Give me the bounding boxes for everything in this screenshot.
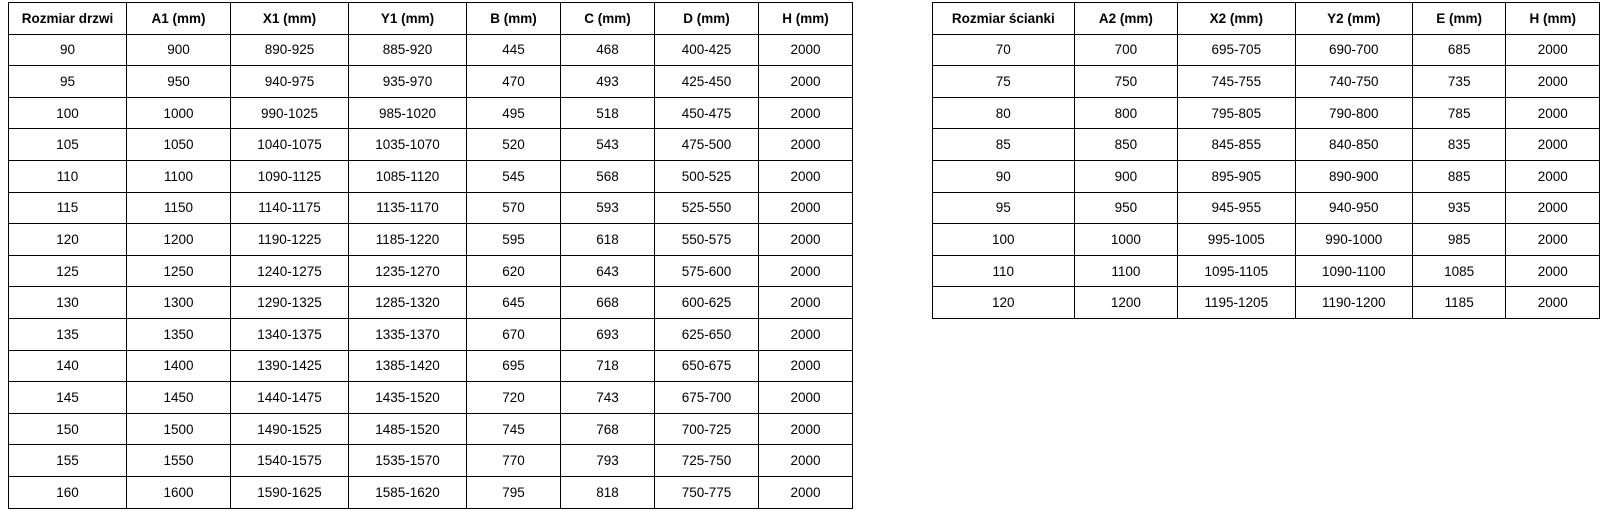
walls-table-cell: 2000	[1506, 66, 1600, 98]
doors-table-cell: 625-650	[655, 318, 759, 350]
doors-table-cell: 1550	[127, 445, 231, 477]
walls-table-column-header: X2 (mm)	[1178, 3, 1295, 35]
doors-table-cell: 1385-1420	[349, 350, 467, 382]
doors-table-cell: 1085-1120	[349, 160, 467, 192]
walls-table-cell: 740-750	[1295, 66, 1412, 98]
walls-table-cell: 850	[1074, 129, 1177, 161]
doors-table-cell: 1290-1325	[231, 287, 349, 319]
doors-table-cell: 445	[467, 34, 561, 66]
walls-table-cell: 1095-1105	[1178, 255, 1295, 287]
doors-table-cell: 890-925	[231, 34, 349, 66]
doors-table-cell: 675-700	[655, 382, 759, 414]
walls-table-cell: 890-900	[1295, 160, 1412, 192]
walls-table-cell: 935	[1412, 192, 1506, 224]
doors-table-cell: 693	[561, 318, 655, 350]
walls-table-cell: 1000	[1074, 224, 1177, 256]
doors-table-cell: 720	[467, 382, 561, 414]
doors-table-cell: 1485-1520	[349, 413, 467, 445]
doors-table-cell: 1140-1175	[231, 192, 349, 224]
doors-table-cell: 1300	[127, 287, 231, 319]
table-row	[9, 445, 853, 477]
walls-table-cell: 80	[933, 97, 1075, 129]
doors-table-cell: 700-725	[655, 413, 759, 445]
doors-table-cell: 1340-1375	[231, 318, 349, 350]
doors-table-cell: 2000	[759, 34, 853, 66]
table-row	[9, 287, 853, 319]
doors-table-cell: 2000	[759, 476, 853, 508]
doors-table-cell: 543	[561, 129, 655, 161]
doors-table-cell: 495	[467, 97, 561, 129]
doors-table-cell: 595	[467, 224, 561, 256]
walls-table-cell: 685	[1412, 34, 1506, 66]
doors-table-cell: 1100	[127, 160, 231, 192]
walls-table-cell: 950	[1074, 192, 1177, 224]
walls-table-cell: 940-950	[1295, 192, 1412, 224]
doors-table-cell: 1450	[127, 382, 231, 414]
walls-table-column-header: Rozmiar ścianki	[933, 3, 1075, 35]
doors-table-cell: 450-475	[655, 97, 759, 129]
doors-table-cell: 1190-1225	[231, 224, 349, 256]
walls-table-cell: 2000	[1506, 160, 1600, 192]
table-row	[933, 255, 1600, 287]
doors-table-cell: 2000	[759, 287, 853, 319]
walls-table-cell: 695-705	[1178, 34, 1295, 66]
doors-table-cell: 2000	[759, 382, 853, 414]
doors-table-cell: 105	[9, 129, 127, 161]
walls-table-cell: 120	[933, 287, 1075, 319]
walls-table-cell: 735	[1412, 66, 1506, 98]
table-row	[9, 255, 853, 287]
walls-dimensions-table	[932, 2, 1600, 319]
table-row	[933, 224, 1600, 256]
walls-table-column-header: E (mm)	[1412, 3, 1506, 35]
doors-table-cell: 1050	[127, 129, 231, 161]
walls-table-cell: 700	[1074, 34, 1177, 66]
table-row	[9, 160, 853, 192]
doors-table-cell: 770	[467, 445, 561, 477]
doors-table-cell: 2000	[759, 192, 853, 224]
doors-table-cell: 885-920	[349, 34, 467, 66]
doors-table-cell: 650-675	[655, 350, 759, 382]
walls-table-cell: 2000	[1506, 224, 1600, 256]
doors-table-column-header: Y1 (mm)	[349, 3, 467, 35]
walls-table-cell: 2000	[1506, 129, 1600, 161]
walls-table-cell: 2000	[1506, 255, 1600, 287]
doors-table-cell: 768	[561, 413, 655, 445]
doors-table-cell: 135	[9, 318, 127, 350]
table-row	[9, 318, 853, 350]
walls-table-cell: 100	[933, 224, 1075, 256]
doors-table-cell: 400-425	[655, 34, 759, 66]
doors-table-cell: 818	[561, 476, 655, 508]
walls-table-cell: 90	[933, 160, 1075, 192]
walls-table-cell: 2000	[1506, 287, 1600, 319]
doors-table-cell: 150	[9, 413, 127, 445]
doors-table-cell: 95	[9, 66, 127, 98]
table-row	[9, 476, 853, 508]
doors-table-cell: 520	[467, 129, 561, 161]
doors-table-cell: 1440-1475	[231, 382, 349, 414]
walls-table-cell: 95	[933, 192, 1075, 224]
walls-table-column-header: A2 (mm)	[1074, 3, 1177, 35]
doors-table-cell: 2000	[759, 350, 853, 382]
doors-table-cell: 1200	[127, 224, 231, 256]
doors-table-column-header: H (mm)	[759, 3, 853, 35]
doors-table-cell: 1590-1625	[231, 476, 349, 508]
doors-table-cell: 1350	[127, 318, 231, 350]
walls-table-cell: 70	[933, 34, 1075, 66]
doors-table-cell: 2000	[759, 445, 853, 477]
doors-table-cell: 518	[561, 97, 655, 129]
doors-table-cell: 1540-1575	[231, 445, 349, 477]
doors-table-cell: 1435-1520	[349, 382, 467, 414]
doors-dimensions-table	[8, 2, 853, 509]
doors-table-cell: 1400	[127, 350, 231, 382]
table-row	[9, 66, 853, 98]
doors-table-cell: 1040-1075	[231, 129, 349, 161]
doors-table-cell: 620	[467, 255, 561, 287]
doors-table-column-header: C (mm)	[561, 3, 655, 35]
walls-table-cell: 790-800	[1295, 97, 1412, 129]
doors-table-cell: 1535-1570	[349, 445, 467, 477]
doors-table-cell: 1335-1370	[349, 318, 467, 350]
table-row	[9, 350, 853, 382]
doors-table-cell: 120	[9, 224, 127, 256]
doors-table-cell: 1600	[127, 476, 231, 508]
doors-table-cell: 2000	[759, 224, 853, 256]
table-row	[9, 413, 853, 445]
walls-table-column-header: H (mm)	[1506, 3, 1600, 35]
walls-table-cell: 995-1005	[1178, 224, 1295, 256]
doors-table-cell: 425-450	[655, 66, 759, 98]
doors-table-cell: 130	[9, 287, 127, 319]
walls-table-cell: 895-905	[1178, 160, 1295, 192]
doors-table-cell: 985-1020	[349, 97, 467, 129]
walls-table-cell: 75	[933, 66, 1075, 98]
walls-dimensions-table-container	[932, 2, 1600, 319]
doors-table-column-header: Rozmiar drzwi	[9, 3, 127, 35]
doors-table-cell: 1490-1525	[231, 413, 349, 445]
walls-table-cell: 1190-1200	[1295, 287, 1412, 319]
doors-table-cell: 475-500	[655, 129, 759, 161]
walls-table-cell: 835	[1412, 129, 1506, 161]
walls-table-body	[933, 34, 1600, 318]
walls-table-column-header: Y2 (mm)	[1295, 3, 1412, 35]
table-row	[9, 192, 853, 224]
doors-table-cell: 1285-1320	[349, 287, 467, 319]
doors-table-cell: 550-575	[655, 224, 759, 256]
doors-table-cell: 110	[9, 160, 127, 192]
walls-table-cell: 1185	[1412, 287, 1506, 319]
doors-table-cell: 525-550	[655, 192, 759, 224]
doors-table-cell: 1585-1620	[349, 476, 467, 508]
walls-table-cell: 795-805	[1178, 97, 1295, 129]
doors-table-cell: 2000	[759, 413, 853, 445]
doors-table-cell: 568	[561, 160, 655, 192]
doors-table-cell: 1150	[127, 192, 231, 224]
walls-table-cell: 1200	[1074, 287, 1177, 319]
doors-table-cell: 745	[467, 413, 561, 445]
doors-table-cell: 2000	[759, 97, 853, 129]
walls-table-cell: 2000	[1506, 34, 1600, 66]
walls-table-cell: 750	[1074, 66, 1177, 98]
walls-table-cell: 745-755	[1178, 66, 1295, 98]
doors-table-cell: 90	[9, 34, 127, 66]
table-header-row	[933, 3, 1600, 35]
doors-table-cell: 1500	[127, 413, 231, 445]
doors-table-cell: 1250	[127, 255, 231, 287]
doors-table-cell: 593	[561, 192, 655, 224]
doors-table-cell: 2000	[759, 160, 853, 192]
doors-table-head	[9, 3, 853, 35]
table-row	[933, 160, 1600, 192]
doors-table-body	[9, 34, 853, 508]
walls-table-cell: 110	[933, 255, 1075, 287]
table-row	[933, 34, 1600, 66]
doors-table-cell: 115	[9, 192, 127, 224]
walls-table-cell: 1090-1100	[1295, 255, 1412, 287]
table-row	[933, 129, 1600, 161]
doors-table-cell: 725-750	[655, 445, 759, 477]
walls-table-cell: 690-700	[1295, 34, 1412, 66]
doors-table-column-header: A1 (mm)	[127, 3, 231, 35]
doors-table-cell: 718	[561, 350, 655, 382]
doors-table-cell: 950	[127, 66, 231, 98]
walls-table-cell: 900	[1074, 160, 1177, 192]
doors-table-cell: 493	[561, 66, 655, 98]
table-row	[9, 34, 853, 66]
doors-table-column-header: X1 (mm)	[231, 3, 349, 35]
doors-table-cell: 570	[467, 192, 561, 224]
doors-table-cell: 900	[127, 34, 231, 66]
doors-table-cell: 940-975	[231, 66, 349, 98]
walls-table-cell: 2000	[1506, 192, 1600, 224]
doors-table-cell: 1185-1220	[349, 224, 467, 256]
doors-table-cell: 1240-1275	[231, 255, 349, 287]
doors-table-cell: 470	[467, 66, 561, 98]
doors-table-cell: 1035-1070	[349, 129, 467, 161]
doors-table-cell: 795	[467, 476, 561, 508]
table-row	[9, 129, 853, 161]
doors-table-cell: 643	[561, 255, 655, 287]
doors-table-cell: 125	[9, 255, 127, 287]
doors-dimensions-table-container	[8, 2, 853, 509]
walls-table-cell: 1100	[1074, 255, 1177, 287]
doors-table-cell: 2000	[759, 255, 853, 287]
doors-table-cell: 155	[9, 445, 127, 477]
doors-table-cell: 1090-1125	[231, 160, 349, 192]
walls-table-cell: 85	[933, 129, 1075, 161]
doors-table-cell: 645	[467, 287, 561, 319]
doors-table-cell: 2000	[759, 318, 853, 350]
table-row	[933, 66, 1600, 98]
walls-table-cell: 885	[1412, 160, 1506, 192]
walls-table-cell: 990-1000	[1295, 224, 1412, 256]
walls-table-cell: 1195-1205	[1178, 287, 1295, 319]
table-row	[933, 97, 1600, 129]
doors-table-cell: 618	[561, 224, 655, 256]
doors-table-cell: 935-970	[349, 66, 467, 98]
table-row	[9, 224, 853, 256]
doors-table-cell: 743	[561, 382, 655, 414]
table-row	[933, 287, 1600, 319]
table-row	[9, 382, 853, 414]
doors-table-cell: 668	[561, 287, 655, 319]
doors-table-cell: 575-600	[655, 255, 759, 287]
doors-table-column-header: B (mm)	[467, 3, 561, 35]
walls-table-cell: 1085	[1412, 255, 1506, 287]
doors-table-cell: 145	[9, 382, 127, 414]
walls-table-cell: 800	[1074, 97, 1177, 129]
doors-table-cell: 1135-1170	[349, 192, 467, 224]
doors-table-cell: 695	[467, 350, 561, 382]
doors-table-cell: 670	[467, 318, 561, 350]
doors-table-cell: 500-525	[655, 160, 759, 192]
walls-table-cell: 845-855	[1178, 129, 1295, 161]
doors-table-column-header: D (mm)	[655, 3, 759, 35]
doors-table-cell: 160	[9, 476, 127, 508]
doors-table-cell: 1390-1425	[231, 350, 349, 382]
doors-table-cell: 1235-1270	[349, 255, 467, 287]
doors-table-cell: 1000	[127, 97, 231, 129]
doors-table-cell: 545	[467, 160, 561, 192]
doors-table-cell: 100	[9, 97, 127, 129]
walls-table-head	[933, 3, 1600, 35]
doors-table-cell: 140	[9, 350, 127, 382]
doors-table-cell: 750-775	[655, 476, 759, 508]
doors-table-cell: 468	[561, 34, 655, 66]
walls-table-cell: 2000	[1506, 97, 1600, 129]
doors-table-cell: 990-1025	[231, 97, 349, 129]
walls-table-cell: 785	[1412, 97, 1506, 129]
doors-table-cell: 2000	[759, 129, 853, 161]
doors-table-cell: 793	[561, 445, 655, 477]
doors-table-cell: 600-625	[655, 287, 759, 319]
walls-table-cell: 945-955	[1178, 192, 1295, 224]
walls-table-cell: 840-850	[1295, 129, 1412, 161]
walls-table-cell: 985	[1412, 224, 1506, 256]
table-header-row	[9, 3, 853, 35]
doors-table-cell: 2000	[759, 66, 853, 98]
table-row	[9, 97, 853, 129]
table-row	[933, 192, 1600, 224]
